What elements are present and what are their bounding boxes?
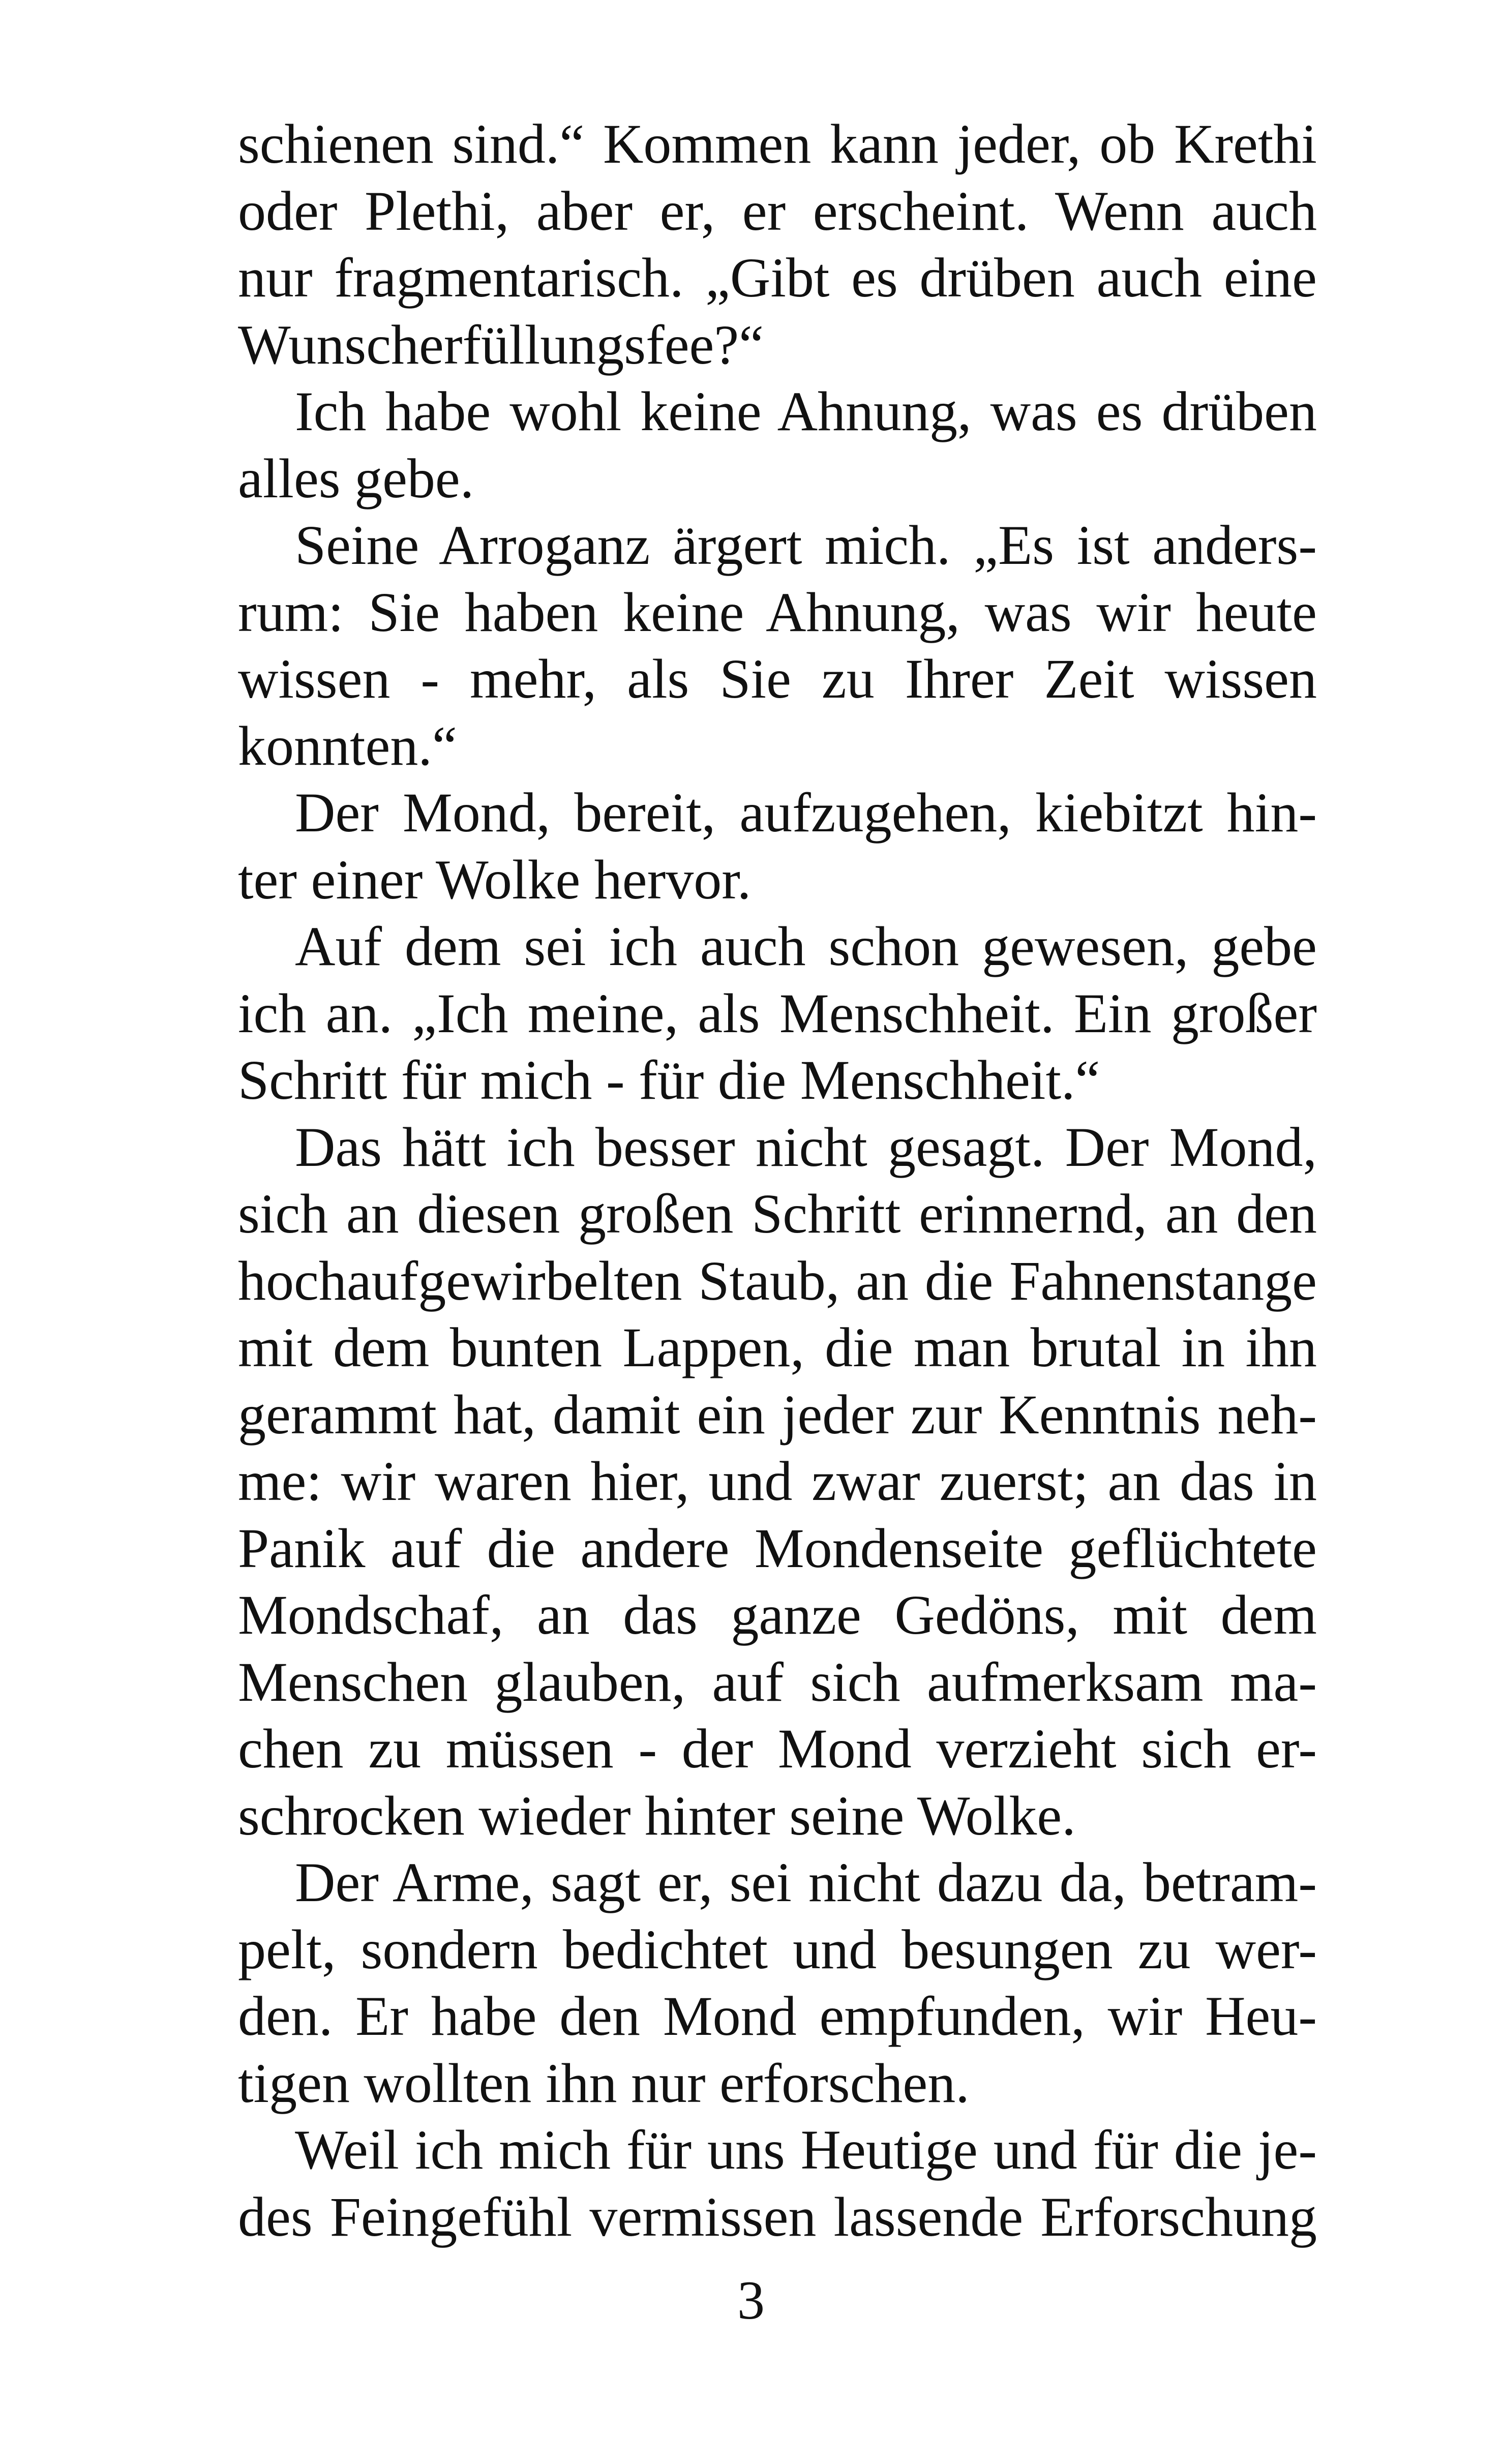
text-line: rum: Sie haben keine Ahnung, was wir heute (238, 581, 1317, 643)
text-line: wissen - mehr, als Sie zu Ihrer Zeit wissen (238, 648, 1317, 710)
paragraph-first-line: Das hätt ich besser nicht gesagt. Der Mond, (295, 1116, 1317, 1178)
text-line: me: wir waren hier, und zwar zuerst; an das in (238, 1450, 1317, 1512)
text-line: sich an diesen großen Schritt erinnernd, an den (238, 1183, 1317, 1245)
text-line: ich an. „Ich meine, als Menschheit. Ein großer (238, 982, 1317, 1044)
paragraph-first-line: Ich habe wohl keine Ahnung, was es drüben (295, 380, 1317, 442)
text-line: Mondschaf, an das ganze Gedöns, mit dem (238, 1584, 1317, 1646)
paragraph-first-line: Der Arme, sagt er, sei nicht dazu da, betram- (295, 1851, 1317, 1913)
text-line: schrocken wieder hinter seine Wolke. (238, 1784, 1076, 1847)
text-line: den. Er habe den Mond empfunden, wir Heu- (238, 1985, 1317, 2047)
text-line: gerammt hat, damit ein jeder zur Kenntnis neh- (238, 1383, 1317, 1446)
text-line: Menschen glauben, auf sich aufmerksam ma- (238, 1650, 1317, 1713)
text-line: nur fragmentarisch. „Gibt es drüben auch eine (238, 247, 1317, 309)
paragraph-first-line: Seine Arroganz ärgert mich. „Es ist anders- (295, 514, 1317, 576)
paragraph-first-line: Weil ich mich für uns Heutige und für die je- (295, 2119, 1317, 2181)
text-line: des Feingefühl vermissen lassende Erforschung (238, 2185, 1317, 2248)
page-number: 3 (737, 2270, 765, 2331)
text-line: hochaufgewirbelten Staub, an die Fahnenstange (238, 1249, 1317, 1312)
text-line: mit dem bunten Lappen, die man brutal in ihn (238, 1316, 1317, 1378)
text-line: schienen sind.“ Kommen kann jeder, ob Krethi (238, 113, 1317, 175)
text-line: ter einer Wolke hervor. (238, 848, 752, 911)
text-line: chen zu müssen - der Mond verzieht sich er- (238, 1718, 1317, 1780)
text-line: Wunscherfüllungsfee?“ (238, 313, 764, 376)
text-line: pelt, sondern bedichtet und besungen zu wer- (238, 1918, 1317, 1980)
text-line: tigen wollten ihn nur erforschen. (238, 2052, 970, 2114)
text-line: oder Plethi, aber er, er erscheint. Wenn auch (238, 179, 1317, 242)
paragraph-first-line: Der Mond, bereit, aufzugehen, kiebitzt hin- (295, 782, 1317, 844)
text-line: alles gebe. (238, 447, 474, 509)
text-line: Panik auf die andere Mondenseite geflüchtete (238, 1517, 1317, 1579)
body-text (238, 111, 1317, 2250)
paragraph-first-line: Auf dem sei ich auch schon gewesen, gebe (295, 915, 1317, 977)
text-line: konnten.“ (238, 714, 457, 777)
text-line: Schritt für mich - für die Menschheit.“ (238, 1049, 1100, 1111)
